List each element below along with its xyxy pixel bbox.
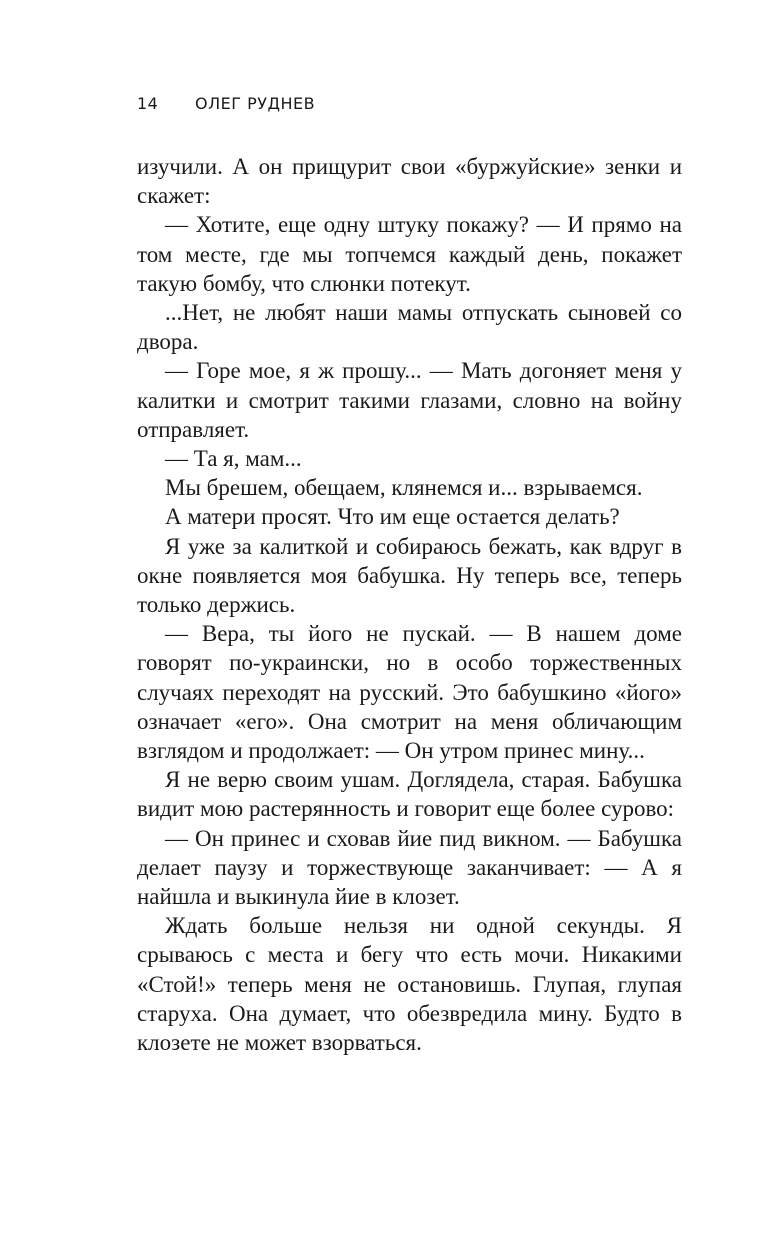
paragraph: Мы брешем, обещаем, клянемся и... взрываемся. — [165, 475, 643, 501]
body-text — [137, 152, 682, 1057]
paragraph: — Горе мое, я ж прошу... — Мать догоняет меня у калитки и смотрит такими глазами, словно на войну отправляет. — [137, 358, 682, 442]
paragraph: Я не верю своим ушам. Доглядела, старая. Бабушка видит мою растерянность и говорит еще более сурово: — [137, 767, 682, 822]
paragraph: — Хотите, еще одну штуку покажу? — И прямо на том месте, где мы топчемся каждый день, покажет такую бомбу, что слюнки потекут. — [137, 212, 682, 296]
paragraph: — Вера, ты його не пускай. — В нашем доме говорят по-украински, но в особо торжественных случаях переходят на русский. Это бабушкино «його» означает «его». Она смотрит на меня обличающим взглядом и продолжает: — Он утром принес мину... — [137, 621, 682, 764]
paragraph: ...Нет, не любят наши мамы отпускать сыновей со двора. — [137, 300, 682, 355]
running-head — [137, 94, 315, 113]
paragraph: — Та я, мам... — [165, 446, 302, 472]
paragraph: А матери просят. Что им еще остается делать? — [165, 504, 620, 530]
paragraph: Ждать больше нельзя ни одной секунды. Я срываюсь с места и бегу что есть мочи. Никакими «Стой!» теперь меня не остановишь. Глупая, глупая старуха. Она думает, что обезвредила мину. Будто в клозете не может взорваться. — [137, 913, 682, 1056]
paragraph: — Он принес и сховав йие пид викном. — Бабушка делает паузу и торжествующе заканчивает: — А я найшла и выкинула йие в клозет. — [137, 825, 682, 910]
paragraph: изучили. А он прищурит свои «буржуйские» зенки и скажет: — [137, 154, 682, 209]
author-name: ОЛЕГ РУДНЕВ — [195, 94, 316, 113]
page-number: 14 — [137, 94, 159, 113]
paragraph: Я уже за калиткой и собираюсь бежать, как вдруг в окне появляется моя бабушка. Ну теперь все, теперь только держись. — [137, 533, 682, 618]
